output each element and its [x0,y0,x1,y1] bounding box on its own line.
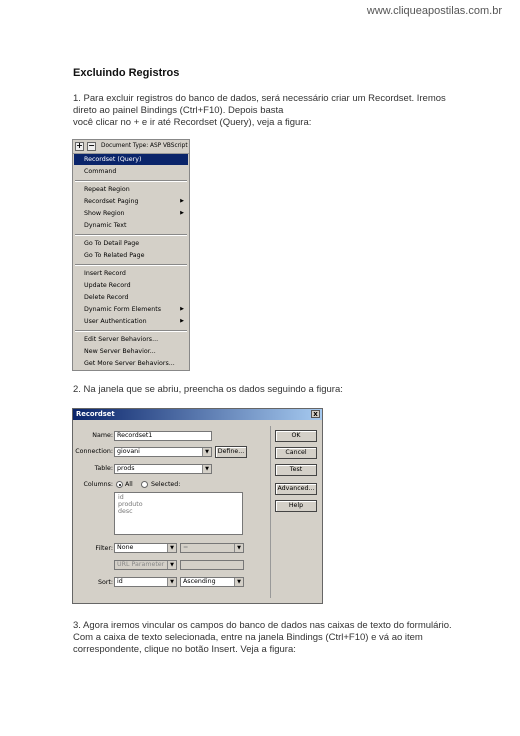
plus-button[interactable]: + [76,141,83,150]
paragraph-3 [73,620,473,656]
menu-item-label: Dynamic Form Elements [84,306,161,313]
paragraph-line: direto ao painel Bindings (Ctrl+F10). Depois basta [73,105,284,116]
server-behaviors-menu-screenshot [72,139,190,371]
sort-order-select[interactable] [180,577,244,587]
menu-separator [75,330,187,332]
connection-select[interactable] [114,447,212,457]
dialog-title: Recordset [76,410,115,418]
sort-select[interactable] [114,577,177,587]
columns-label: Columns: [83,481,113,488]
sort-label: Sort: [97,579,113,586]
menu-item-dynamic-text[interactable]: Dynamic Text [84,222,127,229]
menu-item-go-to-detail-page[interactable]: Go To Detail Page [84,240,140,247]
menu-item-label: Show Region [84,210,125,217]
dropdown-arrow-icon: ▼ [234,578,243,586]
menu-item-go-to-related-page[interactable]: Go To Related Page [84,252,145,259]
paragraph-1 [73,93,473,129]
columns-listbox[interactable] [114,492,243,535]
section-title: Excluindo Registros [73,67,180,79]
paragraph-2 [73,384,473,396]
paragraph-line: 2. Na janela que se abriu, preencha os dados seguindo a figura: [73,384,343,395]
column-list-item[interactable]: desc [118,508,133,515]
recordset-dialog-screenshot [72,408,323,604]
document-type-label: Document Type: ASP VBScript [101,143,188,149]
connection-value: giovani [117,448,140,455]
menu-item-recordset-query[interactable]: Recordset (Query) [74,154,188,165]
menu-item-label: Recordset Paging [84,198,139,205]
sort-value: id [117,578,123,585]
button-panel-divider [270,426,271,598]
dialog-titlebar [73,409,322,420]
filter-operator-value: = [183,544,189,551]
close-icon[interactable]: x [311,410,320,418]
menu-item-label: User Authentication [84,318,147,325]
menu-separator [75,180,187,182]
filter-operator-select [180,543,244,553]
menu-item-update-record[interactable]: Update Record [84,282,131,289]
minus-button[interactable]: − [88,141,95,150]
menu-separator [75,264,187,266]
menu-item-new-server-behavior[interactable]: New Server Behavior... [84,348,156,355]
menu-item-dynamic-form-elements[interactable] [74,304,188,315]
menu-item-get-more-server-behaviors[interactable]: Get More Server Behaviors... [84,360,175,367]
menu-item-show-region[interactable] [74,208,188,219]
dropdown-arrow-icon: ▼ [202,465,211,473]
url-parameter-select [114,560,177,570]
column-list-item[interactable]: produto [118,501,143,508]
name-field[interactable]: Recordset1 [114,431,212,441]
menu-item-insert-record[interactable]: Insert Record [84,270,126,277]
submenu-arrow-icon: ▶ [180,306,184,312]
url-parameter-field [180,560,244,570]
define-button[interactable]: Define... [215,446,247,458]
table-label: Table: [94,465,113,472]
all-label: All [125,481,133,488]
advanced-button[interactable]: Advanced... [275,483,317,495]
menu-item-edit-server-behaviors[interactable]: Edit Server Behaviors... [84,336,159,343]
help-button[interactable]: Help [275,500,317,512]
selected-label: Selected: [151,481,181,488]
menu-item-user-authentication[interactable] [74,316,188,327]
name-label: Name: [92,432,113,439]
columns-selected-radio[interactable] [141,481,148,488]
dropdown-arrow-icon: ▼ [167,561,176,569]
menu-separator [75,234,187,236]
test-button[interactable]: Test [275,464,317,476]
site-url: www.cliqueapostilas.com.br [366,5,502,17]
submenu-arrow-icon: ▶ [180,198,184,204]
menu-item-repeat-region[interactable]: Repeat Region [84,186,130,193]
submenu-arrow-icon: ▶ [180,318,184,324]
table-select[interactable] [114,464,212,474]
table-value: prods [117,465,135,472]
filter-select[interactable] [114,543,177,553]
connection-label: Connection: [75,448,113,455]
column-list-item[interactable]: id [118,494,124,501]
paragraph-line: você clicar no + e ir até Recordset (Query), veja a figura: [73,117,312,128]
columns-all-radio[interactable] [116,481,123,488]
paragraph-line: 3. Agora iremos vincular os campos do banco de dados nas caixas de texto do formulário. [73,620,452,631]
dropdown-arrow-icon: ▼ [202,448,211,456]
menu-item-delete-record[interactable]: Delete Record [84,294,129,301]
filter-value: None [117,544,134,551]
url-parameter-value: URL Parameter [117,561,165,568]
ok-button[interactable]: OK [275,430,317,442]
dropdown-arrow-icon: ▼ [167,578,176,586]
menu-item-recordset-paging[interactable] [74,196,188,207]
sort-order-value: Ascending [183,578,216,585]
dropdown-arrow-icon: ▼ [167,544,176,552]
menu-item-command[interactable]: Command [84,168,117,175]
paragraph-line: 1. Para excluir registros do banco de dados, será necessário criar um Recordset. Iremos [73,93,446,104]
dropdown-arrow-icon: ▼ [234,544,243,552]
cancel-button[interactable]: Cancel [275,447,317,459]
filter-label: Filter: [95,545,113,552]
paragraph-line: Com a caixa de texto selecionada, entre na janela Bindings (Ctrl+F10) e vá ao item [73,632,423,643]
submenu-arrow-icon: ▶ [180,210,184,216]
menu-toolbar [73,140,189,154]
paragraph-line: correspondente, clique no botão Insert. Veja a figura: [73,644,296,655]
